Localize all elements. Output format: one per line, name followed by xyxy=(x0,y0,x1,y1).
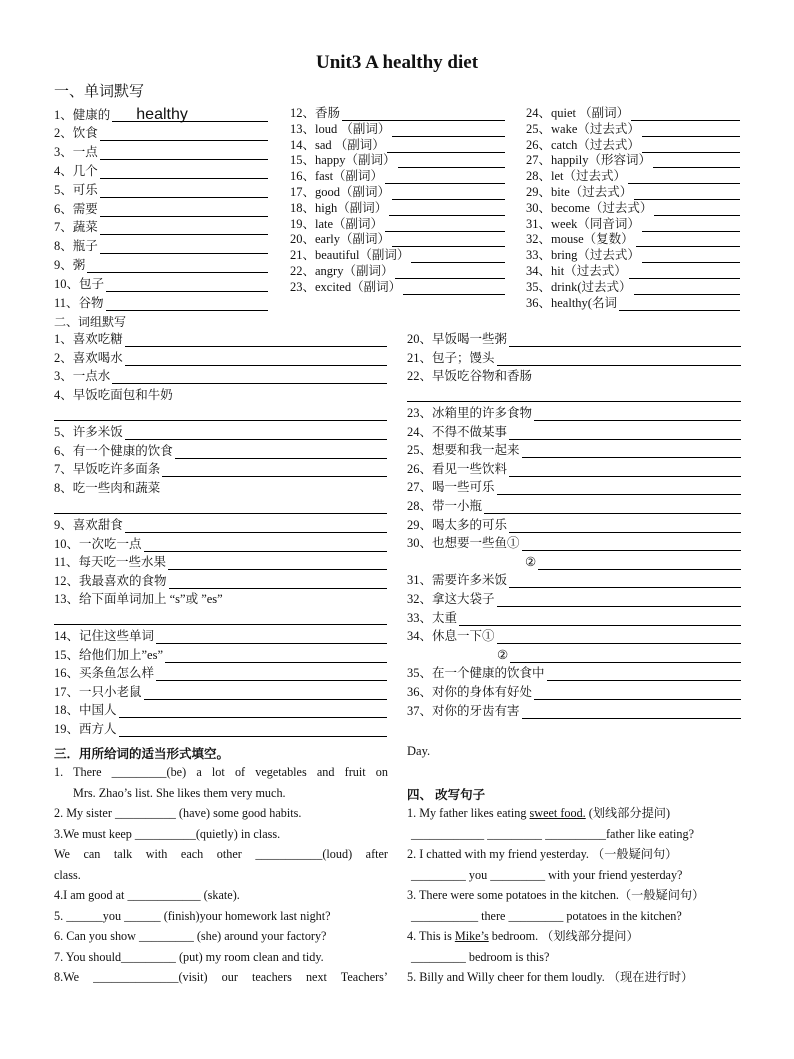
rewrite-text: 5. Billy and Willy cheer for them loudly. （现在进行时） xyxy=(407,970,694,984)
phrase-label: 28、带一小瓶 xyxy=(407,499,483,513)
phrase-label: 4、早饭吃面包和牛奶 xyxy=(54,387,173,402)
answer-blank[interactable] xyxy=(395,278,505,279)
phrase-item xyxy=(407,611,457,627)
word-item xyxy=(290,248,409,264)
word-item xyxy=(54,202,98,218)
phrase-item xyxy=(54,444,173,460)
answer-blank[interactable] xyxy=(119,717,387,718)
phrase-label: 33、太重 xyxy=(407,610,458,625)
word-item xyxy=(526,169,626,185)
phrase-item xyxy=(407,704,520,720)
phrase-label: 23、冰箱里的许多食物 xyxy=(407,406,533,420)
fill-in-line: 1. There _________(be) a lot of vegetables and fruit on xyxy=(54,765,388,779)
answer-blank[interactable] xyxy=(642,262,740,263)
answer-blank[interactable] xyxy=(634,294,740,295)
phrase-label: 22、早饭吃谷物和香肠 xyxy=(407,369,533,384)
phrase-item xyxy=(407,536,520,552)
answer-blank[interactable] xyxy=(534,699,741,700)
word-item xyxy=(54,239,98,255)
word-item xyxy=(526,248,640,264)
phrase-item xyxy=(407,425,507,441)
answer-blank[interactable] xyxy=(534,420,741,421)
phrase-label: 12、我最喜欢的食物 xyxy=(54,573,167,588)
phrase-label: 11、每天吃一些水果 xyxy=(54,555,167,570)
word-item xyxy=(54,258,85,274)
word-item xyxy=(526,185,632,201)
phrase-item xyxy=(497,648,508,664)
phrase-label: 19、西方人 xyxy=(54,722,117,736)
word-item xyxy=(526,138,640,154)
word-label: 29、bite（过去式） xyxy=(526,185,633,199)
phrase-item xyxy=(54,462,160,478)
answer-blank[interactable] xyxy=(144,551,387,552)
word-label: 23、excited（副词） xyxy=(290,279,402,294)
word-label: 36、healthy(名词 xyxy=(526,295,617,310)
word-label: 20、early（副词） xyxy=(290,232,390,247)
word-item xyxy=(290,153,396,169)
word-label: 2、饮食 xyxy=(54,125,98,140)
phrase-label: 6、有一个健康的饮食 xyxy=(54,443,173,458)
answer-blank[interactable] xyxy=(100,234,268,235)
phrase-label: 37、对你的牙齿有害 xyxy=(407,703,520,718)
rewrite-line xyxy=(407,865,747,886)
section2-heading: 二、词组默写 xyxy=(54,315,127,329)
phrase-item xyxy=(407,480,495,496)
phrase-label: 21、包子；馒头 xyxy=(407,350,495,365)
fill-in-line: 8.We ______________(visit) our teachers next Teachers’ xyxy=(54,970,388,984)
fill-in-line: Mrs. Zhao’s list. She likes them very much. xyxy=(73,785,286,800)
phrase-item xyxy=(54,574,167,590)
phrase-label: 30、也想要一些鱼① xyxy=(407,536,520,551)
answer-blank[interactable] xyxy=(459,625,741,626)
answer-blank[interactable] xyxy=(509,346,741,347)
word-label: 17、good（副词） xyxy=(290,185,391,199)
answer-blank[interactable] xyxy=(497,365,741,366)
answer-blank[interactable] xyxy=(87,272,268,273)
phrase-label: 18、中国人 xyxy=(54,703,117,718)
word-label: 6、需要 xyxy=(54,201,98,216)
answer-blank[interactable] xyxy=(631,120,740,121)
phrase-item xyxy=(407,666,545,682)
answer-blank[interactable] xyxy=(156,680,387,681)
phrase-item xyxy=(54,425,123,441)
phrase-label: 16、买条鱼怎么样 xyxy=(54,666,155,681)
phrase-label: 9、喜欢甜食 xyxy=(54,518,123,532)
answer-blank[interactable] xyxy=(100,140,268,141)
rewrite-text: 2. I chatted with my friend yesterday. （一般疑问句） xyxy=(407,847,678,861)
phrase-item xyxy=(54,332,123,348)
phrase-item xyxy=(54,666,154,682)
phrase-label: 5、许多米饭 xyxy=(54,425,123,439)
rewrite-text: 3. There were some potatoes in the kitchen.（一般疑问句） xyxy=(407,888,705,902)
phrase-label: 8、吃一些肉和蔬菜 xyxy=(54,480,161,495)
answer-blank[interactable] xyxy=(497,643,741,644)
word-item xyxy=(290,280,401,296)
word-label: 7、蔬菜 xyxy=(54,220,98,235)
rewrite-lines xyxy=(407,803,747,988)
word-label: 31、week（同音词） xyxy=(526,216,640,231)
word-item xyxy=(526,280,632,296)
word-label: 18、high（副词） xyxy=(290,200,388,215)
section1-heading: 一、单词默写 xyxy=(54,84,145,100)
phrase-label: 34、休息一下① xyxy=(407,629,495,644)
word-item xyxy=(290,201,387,217)
answer-blank[interactable] xyxy=(165,662,387,663)
answer-blank[interactable] xyxy=(100,178,268,179)
word-item xyxy=(526,122,640,138)
phrase-item xyxy=(407,406,532,422)
phrase-label: 14、记住这些单词 xyxy=(54,629,155,643)
phrase-label: ② xyxy=(497,647,509,662)
phrase-item xyxy=(407,332,507,348)
answer-blank[interactable] xyxy=(628,183,740,184)
phrase-label: 26、看见一些饮料 xyxy=(407,461,508,476)
answer-blank[interactable] xyxy=(642,136,740,137)
word-item xyxy=(290,217,383,233)
answer-blank[interactable] xyxy=(392,199,505,200)
word-label: 3、一点 xyxy=(54,144,98,159)
rewrite-line xyxy=(407,967,747,988)
phrase-item xyxy=(54,648,163,664)
word-label: 21、beautiful（副词） xyxy=(290,248,410,263)
answer-blank[interactable] xyxy=(411,262,505,263)
word-item xyxy=(290,122,390,138)
word-label: 4、几个 xyxy=(54,163,98,178)
fill-in-lines xyxy=(54,762,388,988)
phrase-item xyxy=(407,462,507,478)
answer-blank[interactable] xyxy=(125,439,387,440)
word-item xyxy=(526,232,634,248)
fill-in-line: We can talk with each other ___________(loud) after xyxy=(54,847,388,861)
word-label: 34、hit（过去式） xyxy=(526,264,627,278)
word-label: 26、catch（过去式） xyxy=(526,137,640,152)
phrase-item xyxy=(407,685,532,701)
phrase-label: 25、想要和我一起来 xyxy=(407,443,520,458)
phrase-item xyxy=(54,722,117,738)
word-label: 11、谷物 xyxy=(54,296,104,310)
section3-heading: 三．用所给词的适当形式填空。 xyxy=(54,747,230,761)
word-item xyxy=(54,145,98,161)
answer-blank[interactable] xyxy=(484,513,741,514)
answer-blank[interactable] xyxy=(509,587,741,588)
word-item xyxy=(526,264,627,280)
word-item xyxy=(526,153,651,169)
answer-blank[interactable] xyxy=(106,291,268,292)
phrase-item xyxy=(54,481,160,497)
phrase-label: 35、在一个健康的饮食中 xyxy=(407,666,545,681)
answer-blank[interactable] xyxy=(54,624,387,625)
rewrite-line xyxy=(407,824,747,845)
answer-blank[interactable] xyxy=(522,718,741,719)
word-label: 35、drink(过去式） xyxy=(526,279,632,294)
word-label: 19、late（副词） xyxy=(290,216,384,231)
word-item xyxy=(290,264,393,280)
phrase-label: 17、一只小老鼠 xyxy=(54,684,142,699)
word-item xyxy=(54,277,104,293)
word-label: 27、happily（形容词） xyxy=(526,153,651,168)
answer-blank[interactable] xyxy=(619,310,740,311)
phrase-item xyxy=(407,443,520,459)
word-item xyxy=(526,106,629,122)
answer-blank[interactable] xyxy=(125,346,387,347)
answer-blank[interactable] xyxy=(509,476,741,477)
answer-blank[interactable] xyxy=(156,643,387,644)
phrase-item xyxy=(54,592,223,608)
word-item xyxy=(526,217,640,233)
phrase-item xyxy=(407,629,495,645)
word-item xyxy=(290,185,390,201)
answer-blank[interactable] xyxy=(168,569,387,570)
word-label: 25、wake（过去式） xyxy=(526,121,640,136)
phrase-item xyxy=(407,518,507,534)
answer-blank[interactable] xyxy=(629,278,740,279)
answer-blank[interactable] xyxy=(398,167,505,168)
word-item xyxy=(290,106,340,122)
rewrite-text: _________ bedroom is this? xyxy=(411,949,550,964)
word-item xyxy=(290,138,385,154)
word-item xyxy=(526,201,652,217)
answer-blank[interactable] xyxy=(547,680,741,681)
rewrite-line xyxy=(407,947,747,968)
answer-blank[interactable] xyxy=(653,167,740,168)
answer-blank[interactable] xyxy=(509,439,741,440)
phrase-item xyxy=(54,388,173,404)
word-item xyxy=(290,232,390,248)
word-item xyxy=(290,169,383,185)
word-item xyxy=(54,126,98,142)
answer-blank[interactable] xyxy=(144,699,387,700)
rewrite-instruction: bedroom. （划线部分提问） xyxy=(488,929,639,943)
phrase-label: 3、一点水 xyxy=(54,369,111,384)
answer-blank[interactable] xyxy=(54,513,387,514)
phrase-label: 2、喜欢喝水 xyxy=(54,350,123,365)
phrase-item xyxy=(54,369,110,385)
answer-blank[interactable] xyxy=(522,550,741,551)
phrase-item xyxy=(54,703,117,719)
phrase-label: 7、早饭吃许多面条 xyxy=(54,462,161,477)
phrase-item xyxy=(407,592,495,608)
phrase-item xyxy=(407,573,507,589)
answer-blank[interactable] xyxy=(407,401,741,402)
answer-blank[interactable] xyxy=(403,294,505,295)
word-label: 10、包子 xyxy=(54,277,105,292)
phrase-item xyxy=(54,685,142,701)
word-label: 14、sad （副词） xyxy=(290,137,385,152)
word-label: 30、become（过去式） xyxy=(526,200,653,215)
word-label: 28、let（过去式） xyxy=(526,169,626,184)
word-label: 1、健康的 xyxy=(54,108,111,122)
answer-blank[interactable] xyxy=(385,231,505,232)
word-label: 8、瓶子 xyxy=(54,239,98,254)
answer-blank[interactable] xyxy=(100,159,268,160)
word-item xyxy=(526,296,617,312)
answer-blank[interactable] xyxy=(642,231,740,232)
phrase-label: ② xyxy=(525,554,537,569)
answer-blank[interactable] xyxy=(509,532,741,533)
rewrite-text: _________ you _________ with your friend yesterday? xyxy=(411,867,683,882)
phrase-label: 31、需要许多米饭 xyxy=(407,573,508,588)
page-title: Unit3 A healthy diet xyxy=(315,52,479,73)
rewrite-line xyxy=(407,906,747,927)
rewrite-line xyxy=(407,885,747,906)
phrase-item xyxy=(407,351,495,367)
word-label: 32、mouse（复数） xyxy=(526,232,634,247)
answer-blank[interactable] xyxy=(392,136,505,137)
fill-in-line: 3.We must keep __________(quietly) in class. xyxy=(54,826,281,841)
answer-blank[interactable] xyxy=(125,365,387,366)
phrase-item xyxy=(407,499,482,515)
answer-blank[interactable] xyxy=(112,383,387,384)
phrase-label: 24、不得不做某事 xyxy=(407,424,508,439)
word-label: 16、fast（副词） xyxy=(290,169,384,184)
answer-blank[interactable] xyxy=(538,569,741,570)
rewrite-instruction: (划线部分提问) xyxy=(585,806,671,820)
word-item xyxy=(54,220,98,236)
fill-in-line: 2. My sister __________ (have) some good habits. xyxy=(54,806,302,820)
word-item xyxy=(54,164,98,180)
rewrite-text: ____________ _________ __________father like eating? xyxy=(411,826,694,841)
phrase-label: 10、一次吃一点 xyxy=(54,536,142,551)
rewrite-text: 1. My father likes eating xyxy=(407,806,530,820)
answer-blank[interactable] xyxy=(497,494,741,495)
rewrite-text: ___________ there _________ potatoes in the kitchen? xyxy=(411,908,682,923)
phrase-label: 20、早饭喝一些粥 xyxy=(407,332,508,346)
rewrite-line xyxy=(407,803,747,824)
phrase-label: 36、对你的身体有好处 xyxy=(407,685,533,699)
section4-heading: 四、 改写句子 xyxy=(407,788,486,802)
answer-blank[interactable] xyxy=(169,588,387,589)
answer-blank[interactable] xyxy=(162,476,387,477)
fill-in-continuation: Day. xyxy=(407,744,431,758)
rewrite-line xyxy=(407,926,747,947)
word-label: 24、quiet （副词） xyxy=(526,106,630,120)
fill-in-line: class. xyxy=(54,867,81,882)
fill-in-line: 4.I am good at ____________ (skate). xyxy=(54,888,240,902)
phrase-label: 29、喝太多的可乐 xyxy=(407,517,508,532)
rewrite-text: 4. This is xyxy=(407,929,455,943)
answer-blank[interactable] xyxy=(387,152,505,153)
fill-in-line: 6. Can you show _________ (she) around your factory? xyxy=(54,929,327,943)
phrase-item xyxy=(54,629,154,645)
word-label: 12、香肠 xyxy=(290,106,341,120)
phrase-label: 15、给他们加上”es” xyxy=(54,647,164,662)
answer-blank[interactable] xyxy=(100,197,268,198)
answer-blank[interactable] xyxy=(510,662,741,663)
phrase-label: 13、给下面单词加上 “s”或 ”es” xyxy=(54,592,223,607)
word-label: 5、可乐 xyxy=(54,182,98,197)
answer-blank[interactable] xyxy=(100,253,268,254)
phrase-label: 32、拿这大袋子 xyxy=(407,592,495,606)
answer-blank[interactable] xyxy=(654,215,740,216)
phrase-item xyxy=(54,537,142,553)
phrase-item xyxy=(525,555,536,571)
phrase-item xyxy=(407,369,532,385)
phrase-label: 1、喜欢吃糖 xyxy=(54,332,123,346)
answer-blank[interactable] xyxy=(642,152,740,153)
underlined-part: sweet food. xyxy=(529,806,586,820)
word-label: 9、粥 xyxy=(54,258,86,273)
rewrite-line xyxy=(407,844,747,865)
answer-blank[interactable] xyxy=(106,310,268,311)
answer-blank[interactable] xyxy=(385,183,505,184)
word-label: 15、happy（副词） xyxy=(290,153,396,168)
word-answer: healthy xyxy=(136,106,188,123)
phrase-label: 27、喝一些可乐 xyxy=(407,480,495,495)
fill-in-line: 7. You should_________ (put) my room clean and tidy. xyxy=(54,949,324,964)
answer-blank[interactable] xyxy=(636,246,740,247)
phrase-item xyxy=(54,518,123,534)
answer-blank[interactable] xyxy=(175,458,387,459)
answer-blank[interactable] xyxy=(54,420,387,421)
fill-in-line: 5. ______you ______ (finish)your homework last night? xyxy=(54,908,331,923)
phrase-item xyxy=(54,351,123,367)
word-label: 33、bring（过去式） xyxy=(526,248,640,263)
word-item xyxy=(54,183,98,199)
answer-blank[interactable] xyxy=(497,606,741,607)
word-item xyxy=(54,296,104,312)
word-label: 13、loud （副词） xyxy=(290,121,391,136)
answer-blank[interactable] xyxy=(125,532,387,533)
word-label: 22、angry（副词） xyxy=(290,264,394,278)
answer-blank[interactable] xyxy=(119,736,387,737)
phrase-item xyxy=(54,555,166,571)
underlined-part: Mike’s xyxy=(454,929,489,943)
answer-blank[interactable] xyxy=(389,215,505,216)
answer-blank[interactable] xyxy=(522,457,741,458)
answer-blank[interactable] xyxy=(112,121,268,122)
answer-blank[interactable] xyxy=(100,216,268,217)
